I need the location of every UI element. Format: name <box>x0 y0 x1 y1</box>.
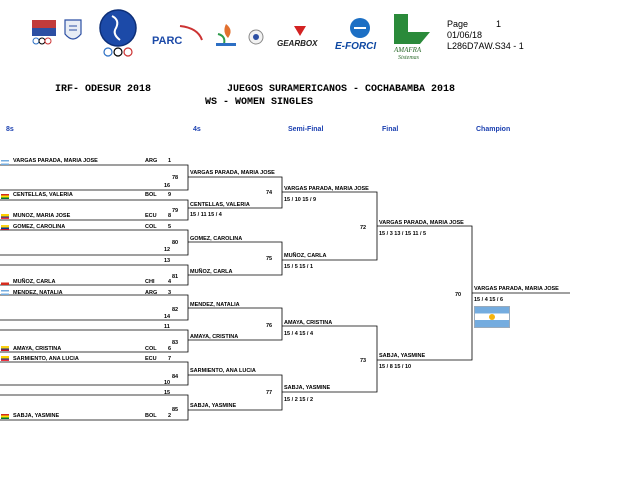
r2-score: 15 / 11 15 / 4 <box>190 212 222 218</box>
r2-match-number: 74 <box>266 190 273 196</box>
r2-player-name: SABJA, YASMINE <box>190 403 237 409</box>
r1-player-name: GOMEZ, CAROLINA <box>13 224 66 230</box>
r1-player-name: VARGAS PARADA, MARIA JOSE <box>13 158 98 164</box>
r1-seed: 6 <box>168 346 172 352</box>
svg-text:GEARBOX: GEARBOX <box>277 39 318 48</box>
r1-seed: 9 <box>168 192 172 198</box>
r1-seed: 12 <box>164 247 171 253</box>
svg-text:PARC: PARC <box>152 35 183 47</box>
r1-player-name: MUNOZ, MARIA JOSE <box>13 213 71 219</box>
r2-player-name: VARGAS PARADA, MARIA JOSE <box>190 170 275 176</box>
round-header-champion: Champion <box>476 126 511 133</box>
r1-match-number: 85 <box>172 407 179 413</box>
flag-chi-icon <box>1 280 9 285</box>
r2-player-name: SARMIENTO, ANA LUCIA <box>190 368 256 374</box>
r2-player-name: GOMEZ, CAROLINA <box>190 236 243 242</box>
r1-match-number: 84 <box>172 374 179 380</box>
r1-match-number: 79 <box>172 208 179 214</box>
r1-country: BOL <box>145 413 157 419</box>
svg-text:Sistemas: Sistemas <box>398 55 419 60</box>
round-header-4s: 4s <box>193 126 201 133</box>
r1-seed: 1 <box>168 158 172 164</box>
sf-player-name: AMAYA, CRISTINA <box>284 320 333 326</box>
r1-seed: 10 <box>164 380 171 386</box>
r2-match-number: 77 <box>266 390 273 396</box>
draw-subtitle: WS - WOMEN SINGLES <box>205 97 314 108</box>
sf-score: 15 / 2 15 / 2 <box>284 397 314 403</box>
r1-seed: 11 <box>164 324 170 330</box>
r1-seed: 7 <box>168 356 172 362</box>
r1-seed: 16 <box>164 183 171 189</box>
sf-score: 15 / 10 15 / 9 <box>284 197 317 203</box>
flag-ecu-icon <box>1 356 9 361</box>
r1-seed: 5 <box>168 224 172 230</box>
final-player-name: VARGAS PARADA, MARIA JOSE <box>379 220 464 226</box>
r1-player-name: MENDEZ, NATALIA <box>13 290 63 296</box>
r1-country: COL <box>145 224 157 230</box>
print-date: 01/06/18 <box>447 30 483 40</box>
sf-match-number: 73 <box>360 358 367 364</box>
event-title: JUEGOS SURAMERICANOS - COCHABAMBA 2018 <box>227 84 456 95</box>
flag-arg-icon <box>1 290 9 295</box>
sf-player-name: SABJA, YASMINE <box>284 385 331 391</box>
r1-player-name: MUÑOZ, CARLA <box>13 279 56 285</box>
sf-player-name: VARGAS PARADA, MARIA JOSE <box>284 186 369 192</box>
r2-player-name: CENTELLAS, VALERIA <box>190 202 250 208</box>
flag-bol-icon <box>1 194 9 199</box>
r1-player-name: SARMIENTO, ANA LUCIA <box>13 356 79 362</box>
flag-bol-icon <box>1 414 9 419</box>
r1-seed: 2 <box>168 413 172 419</box>
flag-arg-icon <box>1 160 9 165</box>
svg-text:E-FORCI: E-FORCI <box>335 41 377 52</box>
r1-match-number: 80 <box>172 240 179 246</box>
r1-player-name: SABJA, YASMINE <box>13 413 60 419</box>
page-label: Page <box>447 19 469 29</box>
r1-player-name: CENTELLAS, VALERIA <box>13 192 73 198</box>
document-code: L286D7AW.S34 - 1 <box>447 41 524 51</box>
round-header-8s: 8s <box>6 126 14 133</box>
r1-country: CHI <box>145 279 155 285</box>
flag-col-icon <box>1 346 9 351</box>
final-score: 15 / 3 13 / 15 11 / 5 <box>379 231 427 237</box>
page-number: 1 <box>496 19 502 29</box>
r1-seed: 4 <box>168 279 172 285</box>
r2-match-number: 75 <box>266 256 273 262</box>
champion-score: 15 / 4 15 / 6 <box>474 297 504 303</box>
round-header-semifinal: Semi-Final <box>288 126 324 133</box>
round-header-final: Final <box>382 126 399 133</box>
flag-col-icon <box>1 225 9 230</box>
r1-seed: 14 <box>164 314 171 320</box>
r1-seed: 13 <box>164 258 171 264</box>
sf-match-number: 72 <box>360 225 367 231</box>
r1-country: COL <box>145 346 157 352</box>
r2-player-name: AMAYA, CRISTINA <box>190 334 239 340</box>
final-score: 15 / 8 15 / 10 <box>379 364 412 370</box>
flag-ecu-icon <box>1 214 9 219</box>
r1-match-number: 81 <box>172 274 179 280</box>
r1-country: ARG <box>145 290 158 296</box>
r1-country: ECU <box>145 213 157 219</box>
final-player-name: SABJA, YASMINE <box>379 353 426 359</box>
r1-match-number: 78 <box>172 175 179 181</box>
r1-match-number: 83 <box>172 340 179 346</box>
r1-country: ARG <box>145 158 158 164</box>
r2-player-name: MUÑOZ, CARLA <box>190 269 233 275</box>
sf-player-name: MUÑOZ, CARLA <box>284 253 327 259</box>
r1-seed: 8 <box>168 213 172 219</box>
r1-seed: 15 <box>164 390 171 396</box>
final-match-number: 70 <box>455 292 462 298</box>
r1-country: BOL <box>145 192 157 198</box>
flag-argentina-icon <box>474 306 510 328</box>
champion-name: VARGAS PARADA, MARIA JOSE <box>474 286 559 292</box>
r2-player-name: MENDEZ, NATALIA <box>190 302 240 308</box>
r1-match-number: 82 <box>172 307 179 313</box>
sf-score: 15 / 4 15 / 4 <box>284 331 314 337</box>
svg-text:AMAFRA: AMAFRA <box>394 46 422 54</box>
r1-player-name: AMAYA, CRISTINA <box>13 346 62 352</box>
sf-score: 15 / 5 15 / 1 <box>284 264 314 270</box>
r1-seed: 3 <box>168 290 172 296</box>
r1-country: ECU <box>145 356 157 362</box>
r2-match-number: 76 <box>266 323 273 329</box>
organizer-title: IRF- ODESUR 2018 <box>55 84 152 95</box>
